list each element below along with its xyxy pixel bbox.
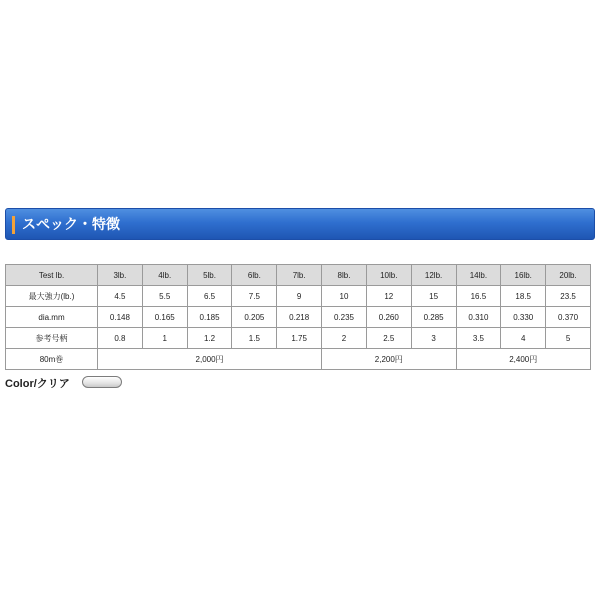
table-row [6, 328, 591, 349]
price-cell: 2,000円 [98, 349, 322, 370]
table-row [6, 286, 591, 307]
table-cell: 0.370 [546, 307, 591, 328]
table-cell: 0.310 [456, 307, 501, 328]
table-cell: 18.5 [501, 286, 546, 307]
row-label-spool: 80m巻 [6, 349, 98, 370]
color-label: Color/クリア [5, 378, 70, 390]
section-header-banner [5, 208, 595, 240]
table-cell: 3.5 [456, 328, 501, 349]
table-cell: 1.2 [187, 328, 232, 349]
table-cell: 16.5 [456, 286, 501, 307]
table-cell: 12lb. [411, 265, 456, 286]
table-row [6, 307, 591, 328]
table-cell: 14lb. [456, 265, 501, 286]
table-cell: 5 [546, 328, 591, 349]
spec-table [5, 264, 591, 370]
table-cell: 3lb. [98, 265, 143, 286]
table-cell: 0.205 [232, 307, 277, 328]
table-cell: 6lb. [232, 265, 277, 286]
table-cell: 1.5 [232, 328, 277, 349]
table-row [6, 349, 591, 370]
table-cell: 4lb. [142, 265, 187, 286]
table-cell: 3 [411, 328, 456, 349]
banner-accent-bar [12, 216, 15, 234]
table-cell: 12 [366, 286, 411, 307]
color-swatch [82, 376, 122, 388]
row-label-ref-number: 参考号柄 [6, 328, 98, 349]
table-cell: 0.285 [411, 307, 456, 328]
table-cell: 7.5 [232, 286, 277, 307]
table-cell: 5lb. [187, 265, 232, 286]
row-label-test-lb: Test lb. [6, 265, 98, 286]
table-cell: 0.330 [501, 307, 546, 328]
table-cell: 10lb. [366, 265, 411, 286]
table-cell: 5.5 [142, 286, 187, 307]
section-title: スペック・特徴 [22, 217, 120, 233]
table-cell: 0.185 [187, 307, 232, 328]
row-label-strength: 最大強力(lb.) [6, 286, 98, 307]
table-cell: 0.260 [366, 307, 411, 328]
table-cell: 0.218 [277, 307, 322, 328]
price-cell: 2,400円 [456, 349, 591, 370]
table-cell: 10 [322, 286, 367, 307]
table-cell: 0.165 [142, 307, 187, 328]
table-cell: 4 [501, 328, 546, 349]
table-row [6, 265, 591, 286]
table-cell: 7lb. [277, 265, 322, 286]
table-cell: 15 [411, 286, 456, 307]
table-cell: 23.5 [546, 286, 591, 307]
table-cell: 2.5 [366, 328, 411, 349]
table-cell: 8lb. [322, 265, 367, 286]
table-cell: 1 [142, 328, 187, 349]
table-cell: 0.8 [98, 328, 143, 349]
row-label-diameter: dia.mm [6, 307, 98, 328]
table-cell: 4.5 [98, 286, 143, 307]
table-cell: 1.75 [277, 328, 322, 349]
price-cell: 2,200円 [322, 349, 456, 370]
table-cell: 2 [322, 328, 367, 349]
table-cell: 0.235 [322, 307, 367, 328]
table-cell: 9 [277, 286, 322, 307]
table-cell: 20lb. [546, 265, 591, 286]
table-cell: 0.148 [98, 307, 143, 328]
table-cell: 16lb. [501, 265, 546, 286]
table-cell: 6.5 [187, 286, 232, 307]
